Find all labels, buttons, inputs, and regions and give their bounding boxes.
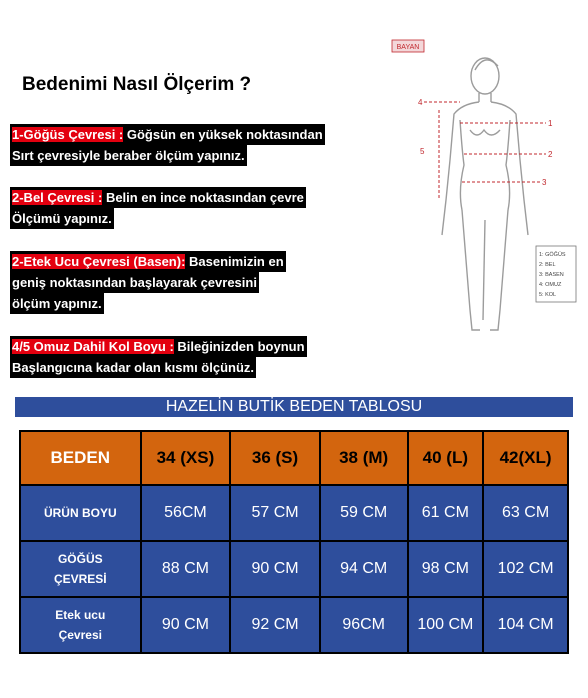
table-header-cell: 42(XL)	[483, 431, 568, 485]
row-label: GÖĞÜS ÇEVRESİ	[20, 541, 141, 597]
table-cell: 57 CM	[230, 485, 320, 541]
table-cell: 90 CM	[230, 541, 320, 597]
table-cell: 61 CM	[408, 485, 484, 541]
marker-label: 1	[548, 119, 553, 128]
table-cell: 102 CM	[483, 541, 568, 597]
table-header-cell: BEDEN	[20, 431, 141, 485]
size-chart-banner: HAZELİN BUTİK BEDEN TABLOSU	[15, 397, 573, 417]
table-cell: 88 CM	[141, 541, 231, 597]
table-header-cell: 38 (M)	[320, 431, 408, 485]
table-row	[20, 485, 568, 541]
instruction-text: Basenimizin en	[185, 254, 284, 269]
table-row	[20, 597, 568, 653]
page-title: Bedenimi Nasıl Ölçerim ?	[22, 74, 252, 95]
legend-item: 5: KOL	[539, 292, 557, 298]
table-header-row	[20, 431, 568, 485]
instruction-text: Göğsün en yüksek noktasından	[123, 127, 323, 142]
table-cell: 98 CM	[408, 541, 484, 597]
size-table	[19, 430, 569, 654]
marker-label: 5	[420, 147, 425, 156]
measure-lines	[424, 102, 546, 198]
table-cell: 56CM	[141, 485, 231, 541]
instruction-text: Başlangıcına kadar olan kısmı ölçünüz.	[10, 357, 256, 378]
legend-item: 2: BEL	[539, 262, 556, 268]
instruction-heading: 1-Göğüs Çevresi :	[12, 127, 124, 142]
row-label: ÜRÜN BOYU	[20, 485, 141, 541]
instruction-chest	[10, 124, 325, 166]
instruction-text: Ölçümü yapınız.	[10, 208, 114, 229]
legend-item: 4: OMUZ	[539, 282, 562, 288]
table-header-cell: 34 (XS)	[141, 431, 231, 485]
badge-label: BAYAN	[396, 44, 420, 51]
table-cell: 59 CM	[320, 485, 408, 541]
woman-silhouette	[442, 58, 528, 330]
legend-item: 1: GÖĞÜS	[539, 252, 566, 258]
row-label: Etek ucu Çevresi	[20, 597, 141, 653]
instruction-text: Sırt çevresiyle beraber ölçüm yapınız.	[10, 145, 247, 166]
instruction-hip	[10, 251, 286, 314]
table-header-cell: 36 (S)	[230, 431, 320, 485]
table-cell: 104 CM	[483, 597, 568, 653]
instruction-heading: 2-Bel Çevresi :	[12, 190, 103, 205]
table-row	[20, 541, 568, 597]
instruction-text: geniş noktasından başlayarak çevresini	[10, 272, 259, 293]
instruction-text: Belin en ince noktasından çevre	[102, 190, 304, 205]
instruction-sleeve	[10, 336, 307, 378]
table-cell: 94 CM	[320, 541, 408, 597]
table-header-cell: 40 (L)	[408, 431, 484, 485]
body-measurement-figure	[380, 30, 580, 340]
table-cell: 96CM	[320, 597, 408, 653]
legend-item: 3: BASEN	[539, 272, 564, 278]
instruction-heading: 4/5 Omuz Dahil Kol Boyu :	[12, 339, 174, 354]
table-cell: 63 CM	[483, 485, 568, 541]
table-cell: 100 CM	[408, 597, 484, 653]
instruction-waist	[10, 187, 306, 229]
table-cell: 92 CM	[230, 597, 320, 653]
marker-label: 2	[548, 150, 553, 159]
instruction-heading: 2-Etek Ucu Çevresi (Basen):	[12, 254, 186, 269]
marker-label: 3	[542, 178, 547, 187]
table-cell: 90 CM	[141, 597, 231, 653]
instruction-text: Bileğinizden boynun	[173, 339, 305, 354]
marker-label: 4	[418, 98, 423, 107]
instruction-text: ölçüm yapınız.	[10, 293, 104, 314]
